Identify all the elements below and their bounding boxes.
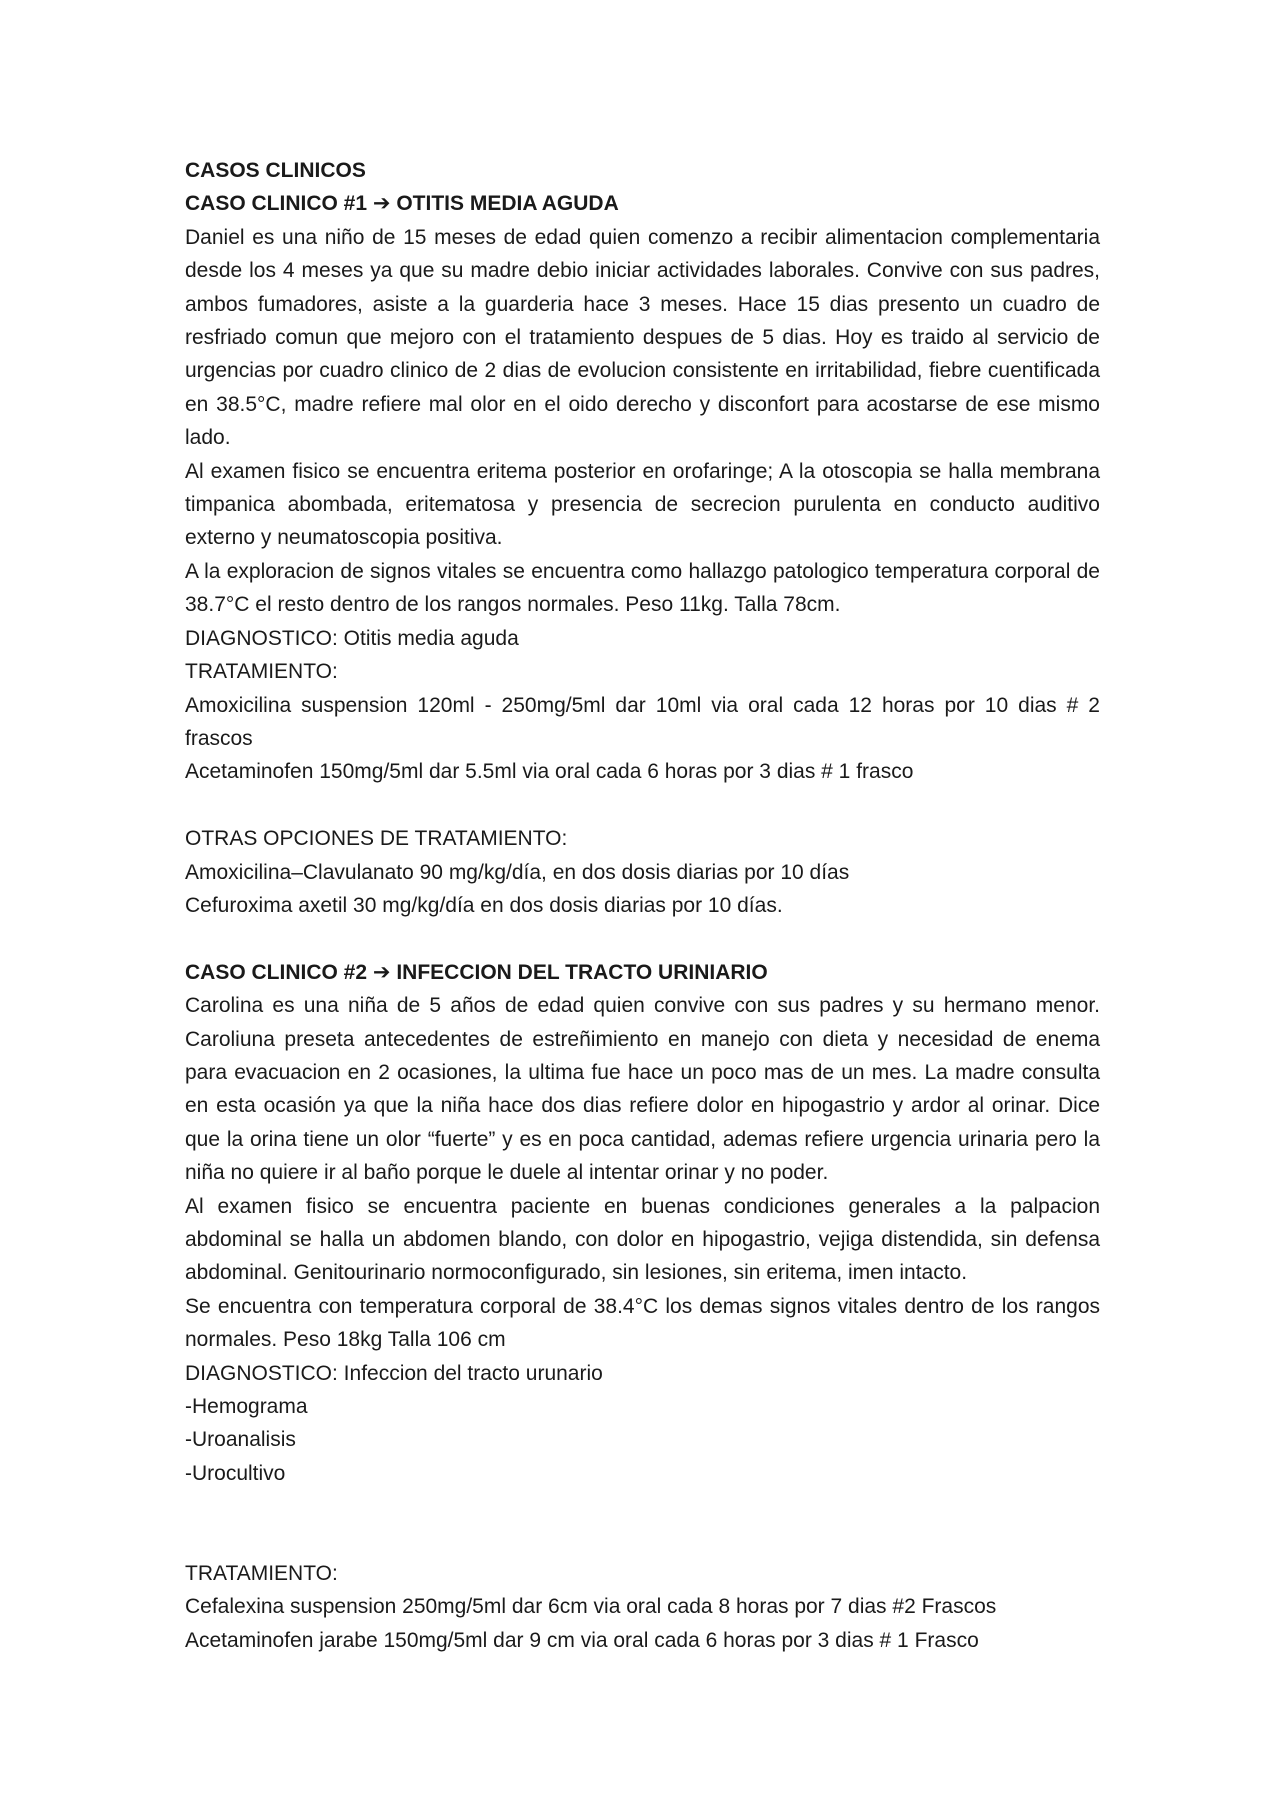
case1-paragraph-exam: Al examen fisico se encuentra eritema posterior en orofaringe; A la otoscopia se halla membrana timpanica abombada, eritematosa y presencia de secrecion purulenta en conducto auditivo externo y neumatoscopia positiva. <box>185 459 1100 550</box>
case2-treatment-2: Acetaminofen jarabe 150mg/5ml dar 9 cm via oral cada 6 horas por 3 dias # 1 Frasco <box>185 1628 979 1652</box>
case1-other-option-1: Amoxicilina–Clavulanato 90 mg/kg/día, en dos dosis diarias por 10 días <box>185 860 850 884</box>
case2-diagnosis: DIAGNOSTICO: Infeccion del tracto urunario <box>185 1361 603 1385</box>
case1-other-option-2: Cefuroxima axetil 30 mg/kg/día en dos dosis diarias por 10 días. <box>185 893 783 917</box>
spacer <box>185 1490 1100 1557</box>
case1-paragraph-vitals: A la exploracion de signos vitales se encuentra como hallazgo patologico temperatura corporal de 38.7°C el resto dentro de los rangos normales. Peso 11kg. Talla 78cm. <box>185 559 1100 617</box>
case1-paragraph-history: Daniel es una niño de 15 meses de edad quien comenzo a recibir alimentacion complementaria desde los 4 meses ya que su madre debio iniciar actividades laborales. Convive con sus padres, ambos fumadores, asiste a la guarderia hace 3 meses. Hace 15 dias presento un cuadro de resfriado comun que mejoro con el tratamiento despues de 5 dias. Hoy es traido al servicio de urgencias por cuadro clinico de 2 dias de evolucion consistente en irritabilidad, fiebre cuentificada en 38.5°C, madre refiere mal olor en el oido derecho y disconfort para acostarse de ese mismo lado. <box>185 225 1100 450</box>
case1-heading-topic: OTITIS MEDIA AGUDA <box>396 192 619 216</box>
arrow-right-icon: ➔ <box>372 960 391 984</box>
case1-heading-prefix: CASO CLINICO #1 <box>185 192 368 216</box>
case2-heading <box>185 956 1100 989</box>
document-title: CASOS CLINICOS <box>185 159 366 182</box>
spacer <box>185 922 1100 955</box>
case1-treatment-2: Acetaminofen 150mg/5ml dar 5.5ml via oral cada 6 horas por 3 dias # 1 frasco <box>185 760 914 784</box>
arrow-right-icon: ➔ <box>372 192 391 216</box>
case1-treatment-label: TRATAMIENTO: <box>185 660 338 684</box>
case1-treatment-1: Amoxicilina suspension 120ml - 250mg/5ml dar 10ml via oral cada 12 horas por 10 dias # 2 frascos <box>185 693 1100 750</box>
case1-diagnosis: DIAGNOSTICO: Otitis media aguda <box>185 626 519 650</box>
case2-paragraph-history: Carolina es una niña de 5 años de edad quien convive con sus padres y su hermano menor. Caroliuna preseta antecedentes de estreñimiento en manejo con dieta y necesidad de enema para evacuacion en 2 ocasiones, la ultima fue hace un poco mas de un mes. La madre consulta en esta ocasión ya que la niña hace dos dias refiere dolor en hipogastrio y ardor al orinar. Dice que la orina tiene un olor “fuerte” y es en poca cantidad, ademas refiere urgencia urinaria pero la niña no quiere ir al baño porque le duele al intentar orinar y no poder. <box>185 994 1100 1185</box>
case2-lab-item: -Urocultivo <box>185 1461 286 1485</box>
case2-treatment-label: TRATAMIENTO: <box>185 1562 338 1586</box>
case2-heading-prefix: CASO CLINICO #2 <box>185 960 368 984</box>
case2-paragraph-exam: Al examen fisico se encuentra paciente en buenas condiciones generales a la palpacion abdominal se halla un abdomen blando, con dolor en hipogastrio, vejiga distendida, sin defensa abdominal. Genitourinario normoconfigurado, sin lesiones, sin eritema, imen intacto. <box>185 1194 1100 1285</box>
case2-lab-item: -Hemograma <box>185 1395 308 1418</box>
case2-lab-item: -Uroanalisis <box>185 1428 296 1452</box>
case2-treatment-1: Cefalexina suspension 250mg/5ml dar 6cm via oral cada 8 horas por 7 dias #2 Frascos <box>185 1595 997 1619</box>
case1-other-options-label: OTRAS OPCIONES DE TRATAMIENTO: <box>185 827 568 851</box>
spacer <box>185 789 1100 822</box>
case2-paragraph-vitals: Se encuentra con temperatura corporal de 38.4°C los demas signos vitales dentro de los rangos normales. Peso 18kg Talla 106 cm <box>185 1294 1100 1352</box>
case2-heading-topic: INFECCION DEL TRACTO URINIARIO <box>396 960 768 984</box>
case1-heading <box>185 187 1100 220</box>
